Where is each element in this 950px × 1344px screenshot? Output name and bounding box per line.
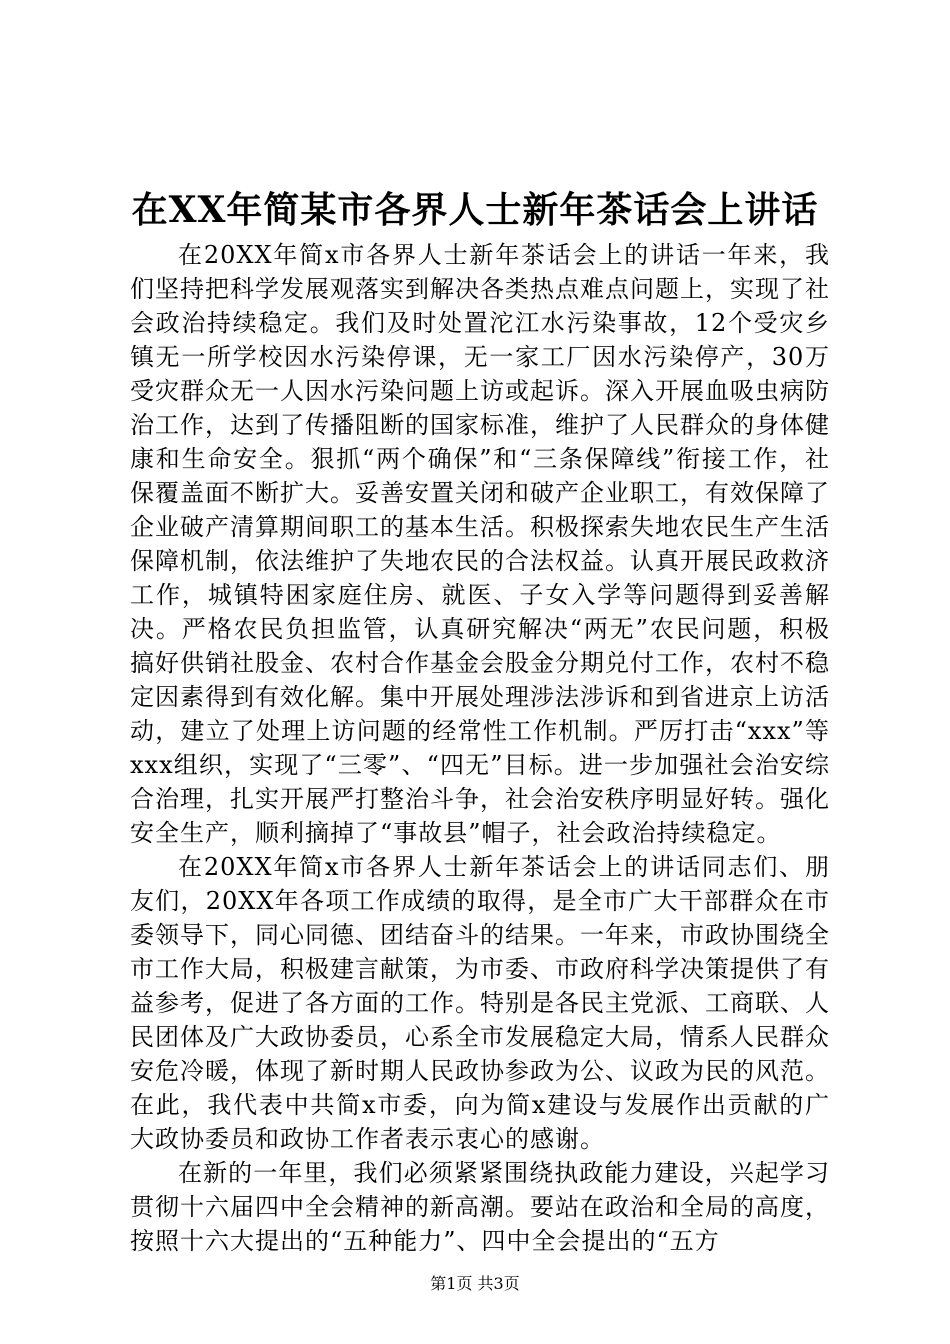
paragraph-2: 在20XX年简x市各界人士新年茶话会上的讲话同志们、朋友们，20XX年各项工作成绩的取得，是全市广大干部群众在市委领导下，同心同德、团结奋斗的结果。一年来，市政协围绕全市工作大局，积极建言献策，为市委、市政府科学决策提供了有益参考，促进了各方面的工作。特别是各民主党派、工商联、人民团体及广大政协委员，心系全市发展稳定大局，情系人民群众安危冷暖，体现了新时期人民政协参政为公、议政为民的风范。在此，我代表中共简x市委，向为简x建设与发展作出贡献的广大政协委员和政协工作者表示衷心的感谢。 xyxy=(130,853,830,1153)
page-footer: 第1页 共3页 xyxy=(430,1274,520,1293)
document-title: 在XX年简某市各界人士新年茶话会上讲话 xyxy=(131,189,819,231)
paragraph-1: 在20XX年简x市各界人士新年茶话会上的讲话一年来，我们坚持把科学发展观落实到解决各类热点难点问题上，实现了社会政治持续稳定。我们及时处置沱江水污染事故，12个受灾乡镇无一所学校因水污染停课，无一家工厂因水污染停产，30万受灾群众无一人因水污染问题上访或起诉。深入开展血吸虫病防治工作，达到了传播阻断的国家标准，维护了人民群众的身体健康和生命安全。狠抓“两个确保”和“三条保障线”衔接工作，社保覆盖面不断扩大。妥善安置关闭和破产企业职工，有效保障了企业破产清算期间职工的基本生活。积极探索失地农民生产生活保障机制，依法维护了失地农民的合法权益。认真开展民政救济工作，城镇特困家庭住房、就医、子女入学等问题得到妥善解决。严格农民负担监管，认真研究解决“两无”农民问题，积极搞好供销社股金、农村合作基金会股金分期兑付工作，农村不稳定因素得到有效化解。集中开展处理涉法涉诉和到省进京上访活动，建立了处理上访问题的经常性工作机制。严厉打击“xxx”等xxx组织，实现了“三零”、“四无”目标。进一步加强社会治安综合治理，扎实开展严打整治斗争，社会治安秩序明显好转。强化安全生产，顺利摘掉了“事故县”帽子，社会政治持续稳定。 xyxy=(130,241,830,847)
document-body xyxy=(130,238,830,1258)
paragraph-3: 在新的一年里，我们必须紧紧围绕执政能力建设，兴起学习贯彻十六届四中全会精神的新高潮。要站在政治和全局的高度，按照十六大提出的“五种能力”、四中全会提出的“五方 xyxy=(130,1159,830,1255)
